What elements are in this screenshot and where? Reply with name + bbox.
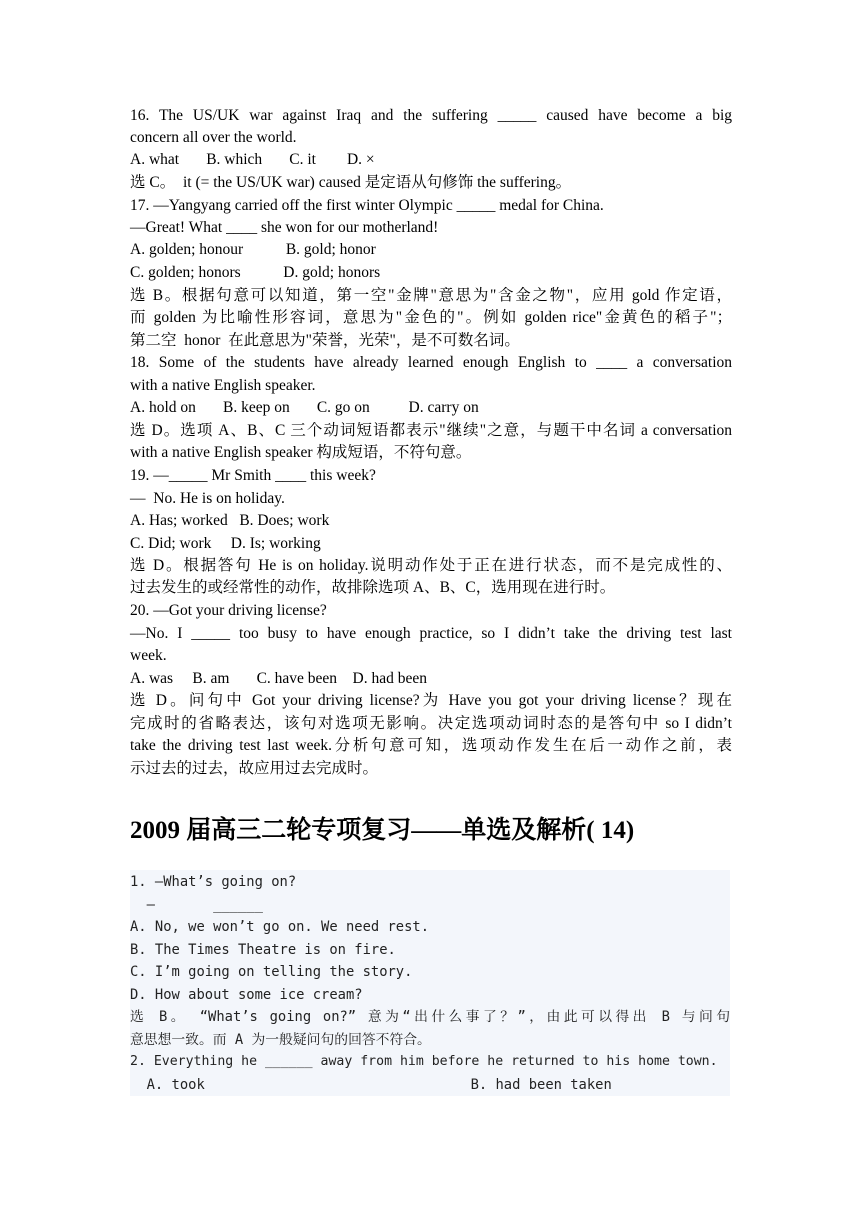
text-line: 第二空 honor 在此意思为"荣誉，光荣"，是不可数名词。 <box>130 332 520 349</box>
box-line: D. How about some ice cream? <box>130 987 363 1003</box>
box-line: 2. Everything he ______ away from him before he returned to his home town. <box>130 1054 718 1069</box>
text-line: week. <box>130 647 167 664</box>
text-line: 完成时的省略表达，该句对选项无影响。决定选项动词时态的是答句中 so I didn’t <box>130 715 732 732</box>
box-line: A. took B. had been taken <box>130 1077 612 1093</box>
text-line: with a native English speaker 构成短语，不符句意。 <box>130 444 472 461</box>
text-line: 19. —_____ Mr Smith ____ this week? <box>130 467 376 484</box>
text-line: 选 D。根据答句 He is on holiday.说明动作处于正在进行状态，而不是完成性的、 <box>130 557 732 574</box>
box-line: B. The Times Theatre is on fire. <box>130 942 396 958</box>
text-line: C. Did; work D. Is; working <box>130 535 321 552</box>
text-line: 选 B。根据句意可以知道，第一空"金牌"意思为"含金之物"，应用 gold 作定语， <box>130 287 732 304</box>
text-line: A. was B. am C. have been D. had been <box>130 670 428 687</box>
text-line: 而 golden 为比喻性形容词，意思为"金色的"。例如 golden rice"金黄色的稻子"； <box>130 309 732 326</box>
text-line: 16. The US/UK war against Iraq and the suffering _____ caused have become a big <box>130 107 732 124</box>
text-line: A. golden; honour B. gold; honor <box>130 241 376 258</box>
box-line: 1. —What’s going on? <box>130 874 297 890</box>
text-line: 过去发生的或经常性的动作，故排除选项 A、B、C，选用现在进行时。 <box>130 579 616 596</box>
text-line: A. hold on B. keep on C. go on D. carry on <box>130 399 479 416</box>
text-line: 示过去的过去，故应用过去完成时。 <box>130 760 379 777</box>
section-heading: 2009 届高三二轮专项复习——单选及解析( 14) <box>130 817 635 844</box>
text-line: with a native English speaker. <box>130 377 316 394</box>
text-line: A. Has; worked B. Does; work <box>130 512 330 529</box>
text-line: 选 C。 it (= the US/UK war) caused 是定语从句修饰 the suffering。 <box>130 174 572 191</box>
box-line: — ______ <box>130 897 263 913</box>
box-line: A. No, we won’t go on. We need rest. <box>130 919 430 935</box>
text-line: — No. He is on holiday. <box>130 490 285 507</box>
text-line: concern all over the world. <box>130 129 297 146</box>
text-line: 20. —Got your driving license? <box>130 602 327 619</box>
text-line: 选 D。选项 A、B、C 三个动词短语都表示"继续"之意，与题干中名词 a conversation <box>130 422 732 439</box>
text-line: —Great! What ____ she won for our motherland! <box>130 219 439 236</box>
text-line: 17. —Yangyang carried off the first winter Olympic _____ medal for China. <box>130 197 604 214</box>
box-line: C. I’m going on telling the story. <box>130 964 413 980</box>
text-line: A. what B. which C. it D. × <box>130 151 375 168</box>
text-line: C. golden; honors D. gold; honors <box>130 264 381 281</box>
box-line: 意思想一致。而 A 为一般疑问句的回答不符合。 <box>130 1032 431 1048</box>
text-line: —No. I _____ too busy to have enough practice, so I didn’t take the driving test last <box>130 625 732 642</box>
box-line: 选 B。 “What’s going on?” 意为“出什么事了？”，由此可以得出 B 与问句 <box>130 1009 730 1025</box>
text-line: 18. Some of the students have already learned enough English to ____ a conversation <box>130 354 732 371</box>
text-line: 选 D。问句中 Got your driving license?为 Have you got your driving license？现在 <box>130 692 732 709</box>
text-line: take the driving test last week.分析句意可知，选项动作发生在后一动作之前，表 <box>130 737 732 754</box>
